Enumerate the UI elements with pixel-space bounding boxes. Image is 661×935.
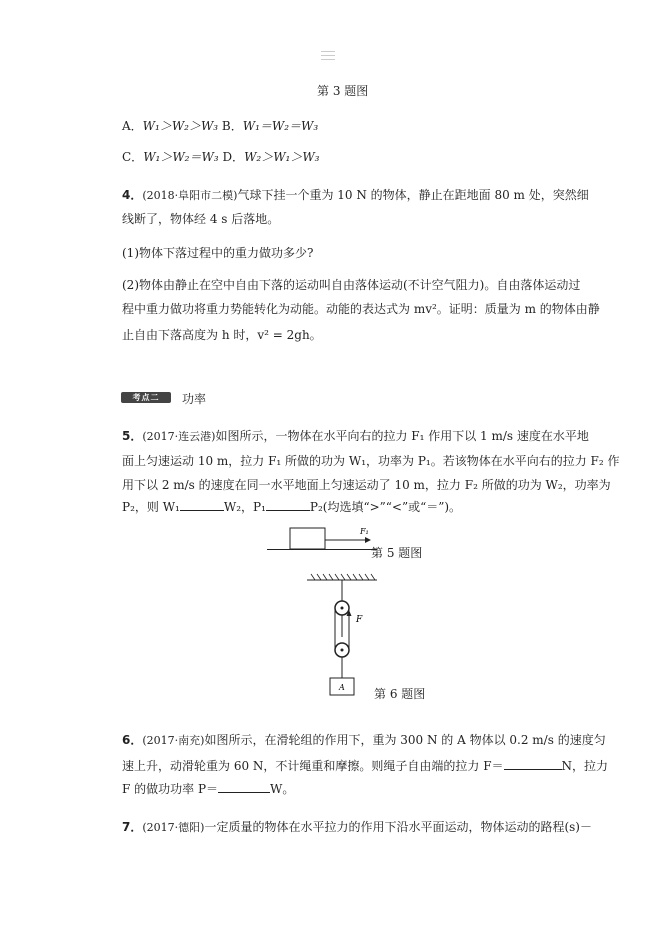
- q4-line2: 线断了，物体经 4 s 后落地。: [122, 212, 280, 226]
- figure-remnant: [321, 48, 335, 60]
- q3-options-line1: [122, 117, 318, 134]
- option-b-label: B．: [218, 119, 243, 133]
- q3-figure-caption: 第 3 题图: [317, 84, 369, 98]
- option-a-label: A．: [122, 119, 143, 133]
- q4-text-1: 气球下挂一个重为 10 N 的物体，静止在距地面 80 m 处，突然细: [237, 188, 589, 202]
- option-a-text: W₁＞W₂＞W₃: [142, 119, 219, 133]
- q4-part2-line2: 程中重力做功将重力势能转化为动能。动能的表达式为 mv²。证明：质量为 m 的物体由静: [122, 302, 600, 316]
- q6-source: (2017·南充): [142, 734, 205, 747]
- q6-text-2b: N，拉力: [561, 759, 609, 773]
- q4-part2-line3: 止自由下落高度为 h 时，v² = 2gh。: [122, 328, 322, 342]
- arrow-head: [365, 537, 371, 543]
- q5-text-4c: P₂(均选填“>”“<”或“＝”)。: [309, 500, 462, 514]
- q6-line2: [122, 757, 608, 774]
- q5-source: (2017·连云港): [142, 430, 216, 443]
- section-badge: 考点二: [121, 392, 171, 403]
- q5-figure: [265, 520, 380, 555]
- answer-blank-w[interactable]: [180, 498, 224, 511]
- q6-text-3b: W。: [270, 782, 295, 796]
- q4-number: 4．: [122, 188, 143, 202]
- option-c-text: W₁＞W₂＝W₃: [143, 150, 219, 164]
- q5-line4: [122, 498, 461, 515]
- q4-part1: (1)物体下落过程中的重力做功多少?: [122, 246, 314, 260]
- q6-line1: [122, 731, 606, 748]
- q7-text-1: 一定质量的物体在水平拉力的作用下沿水平面运动，物体运动的路程(s)－: [204, 820, 592, 834]
- q4-part2-line1: (2)物体由静止在空中自由下落的运动叫自由落体运动(不计空气阻力)。自由落体运动过: [122, 278, 581, 292]
- q6-text-3a: F 的做功功率 P＝: [122, 782, 219, 796]
- q6-line3: [122, 780, 294, 797]
- answer-blank-p6[interactable]: [218, 780, 270, 793]
- option-d-text: W₂＞W₁＞W₃: [244, 150, 320, 164]
- q6-figure: [305, 572, 380, 697]
- answer-blank-f[interactable]: [504, 757, 562, 770]
- q5-text-1: 如图所示，一物体在水平向右的拉力 F₁ 作用下以 1 m/s 速度在水平地: [215, 429, 589, 443]
- force-f-label: F: [356, 615, 363, 625]
- option-b-text: W₁＝W₂＝W₃: [242, 119, 319, 133]
- q6-number: 6．: [122, 733, 143, 747]
- q6-figure-caption: 第 6 题图: [374, 687, 426, 701]
- q3-options-line2: [122, 148, 320, 165]
- option-d-label: D．: [218, 150, 245, 164]
- q7-number: 7．: [122, 820, 143, 834]
- q5-figure-caption: 第 5 题图: [371, 546, 423, 560]
- q6-text-2a: 速上升，动滑轮重为 60 N，不计绳重和摩擦。则绳子自由端的拉力 F＝: [122, 759, 504, 773]
- q6-text-1: 如图所示，在滑轮组的作用下，重为 300 N 的 A 物体以 0.2 m/s 的速度匀: [204, 733, 606, 747]
- option-c-label: C．: [122, 150, 144, 164]
- q5-text-4a: P₂，则 W₁: [122, 500, 180, 514]
- q7-line1: [122, 818, 592, 835]
- block-a-label: A: [339, 683, 345, 692]
- q5-number: 5．: [122, 429, 143, 443]
- q5-line3: 用下以 2 m/s 的速度在同一水平地面上匀速运动了 10 m，拉力 F₂ 所做的功为 W₂，功率为: [122, 478, 611, 492]
- block: [290, 528, 325, 549]
- q4-source: (2018·阜阳市二模): [142, 189, 238, 202]
- q7-source: (2017·德阳): [142, 821, 205, 834]
- q5-text-4b: W₂，P₁: [223, 500, 266, 514]
- section-title: 功率: [182, 392, 207, 406]
- ceiling-hatching: [311, 574, 375, 580]
- q5-line1: [122, 427, 589, 444]
- q4-line1: [122, 186, 589, 203]
- q5-line2: 面上匀速运动 10 m，拉力 F₁ 所做的功为 W₁，功率为 P₁。若该物体在水平向右的拉力 F₂ 作: [122, 454, 620, 468]
- force-label: F₁: [360, 527, 369, 536]
- answer-blank-p[interactable]: [266, 498, 310, 511]
